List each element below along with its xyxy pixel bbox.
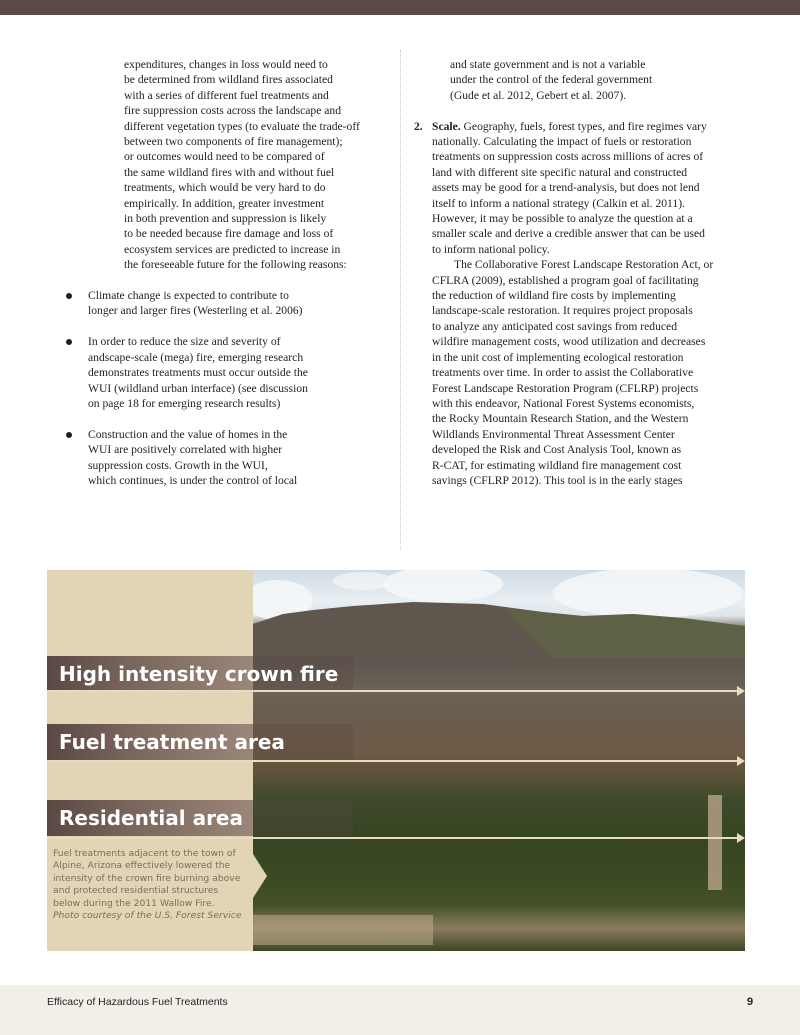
text-line: Wildlands Environmental Threat Assessment Center (432, 427, 675, 441)
arrow-head-icon (737, 833, 745, 843)
text-line: ecosystem services are predicted to increase in (124, 242, 341, 256)
text-line: to inform national policy. (432, 242, 550, 256)
text-line: WUI (wildland urban interface) (see discussion (88, 381, 308, 395)
text-line: be determined from wildland fires associated (124, 73, 333, 87)
reasons-list (88, 288, 388, 488)
item-number: 2. (414, 119, 423, 133)
arrow-line (47, 760, 737, 762)
text-line: with this endeavor, National Forest Systems economists, (432, 396, 695, 410)
text-line: on page 18 for emerging research results) (88, 396, 281, 410)
page-number: 9 (747, 996, 754, 1008)
text-line: nationally. Calculating the impact of fuels or restoration (432, 135, 692, 149)
text-line: WUI are positively correlated with higher (88, 443, 283, 457)
text-line: between two components of fire management); (124, 135, 343, 149)
item-heading: Scale. (432, 119, 461, 133)
arrow-head-icon (737, 756, 745, 766)
text-line: wildfire management costs, wood utilization and decreases (432, 335, 706, 349)
label-text: High intensity crown fire (59, 662, 339, 686)
intro-paragraph (88, 57, 388, 273)
text-line: fire suppression costs across the landscape and (124, 104, 341, 118)
text-line: the foreseeable future for the following reasons: (124, 258, 347, 272)
text-line: treatments over time. In order to assist the Collaborative (432, 366, 694, 380)
text-line: the same wildland fires with and without fuel (124, 165, 335, 179)
text-line: in both prevention and suppression is likely (124, 212, 327, 226)
right-text-column (414, 57, 754, 488)
text-line: treatments on suppression costs across millions of acres of (432, 150, 704, 164)
text-line: Construction and the value of homes in the (88, 427, 288, 441)
text-line: developed the Risk and Cost Analysis Tool, known as (432, 443, 682, 457)
text-line: CFLRA (2009), established a program goal of facilitating (432, 273, 699, 287)
label-fuel-treatment-area (47, 724, 285, 760)
text-line: In order to reduce the size and severity of (88, 335, 281, 349)
label-text: Residential area (59, 806, 243, 830)
text-line: or outcomes would need to be compared of (124, 150, 325, 164)
caption-pointer (253, 854, 267, 898)
text-line: which continues, is under the control of local (88, 473, 298, 487)
text-line: andscape-scale (mega) fire, emerging research (88, 350, 304, 364)
text-line: with a series of different fuel treatments and (124, 88, 329, 102)
bullet-icon (66, 293, 72, 299)
bullet-item (88, 427, 388, 489)
label-high-intensity-crown-fire (47, 656, 339, 692)
text-line: itself to inform a national strategy (Calkin et al. 2011). (432, 196, 685, 210)
text-line: in the unit cost of implementing ecological restoration (432, 350, 684, 364)
text-line: the reduction of wildland fire costs by implementing (432, 289, 676, 303)
bullet-item (88, 288, 388, 319)
bullet-icon (66, 339, 72, 345)
bullet-item (88, 334, 388, 411)
text-line: longer and larger fires (Westerling et al. 2006) (88, 304, 303, 318)
text-line: smaller scale and derive a credible answer that can be used (432, 227, 705, 241)
text-line: expenditures, changes in loss would need to (124, 58, 328, 71)
label-band-overlay (253, 800, 353, 836)
figure-caption (53, 848, 243, 922)
text-line: and state government and is not a variable (450, 58, 646, 71)
left-text-column (88, 57, 388, 488)
text-line: (Gude et al. 2012, Gebert et al. 2007). (450, 88, 627, 102)
text-line: Geography, fuels, forest types, and fire regimes vary (460, 119, 707, 133)
text-line: treatments, which would be very hard to do (124, 181, 326, 195)
label-text: Fuel treatment area (59, 730, 285, 754)
page-footer (0, 985, 800, 1035)
text-line: to be needed because fire damage and loss of (124, 227, 334, 241)
clearing (253, 915, 433, 945)
dirt-road (708, 795, 722, 890)
text-line: different vegetation types (to evaluate the trade-off (124, 119, 360, 133)
text-line: under the control of the federal government (450, 73, 653, 87)
top-header-bar (0, 0, 800, 15)
arrow-head-icon (737, 686, 745, 696)
text-line: However, it may be possible to analyze the question at a (432, 212, 693, 226)
text-line: the Rocky Mountain Research Station, and the Western (432, 412, 689, 426)
text-line: assets may be good for a trend-analysis, but does not lend (432, 181, 700, 195)
text-line: suppression costs. Growth in the WUI, (88, 458, 268, 472)
footer-document-title: Efficacy of Hazardous Fuel Treatments (47, 996, 228, 1008)
text-line: to analyze any anticipated cost savings from reduced (432, 319, 677, 333)
text-line: The Collaborative Forest Landscape Restoration Act, or (454, 258, 714, 272)
column-divider (400, 50, 401, 550)
text-line: Forest Landscape Restoration Program (CFLRP) projects (432, 381, 699, 395)
text-line: Climate change is expected to contribute to (88, 289, 289, 303)
bullet-icon (66, 432, 72, 438)
numbered-item-scale (414, 119, 754, 489)
text-line: landscape-scale restoration. It requires project proposals (432, 304, 693, 318)
photo-credit: Photo courtesy of the U.S. Forest Service (53, 910, 242, 922)
text-line: empirically. In addition, greater investment (124, 196, 325, 210)
text-line: demonstrates treatments must occur outside the (88, 366, 308, 380)
wallow-fire-figure (47, 570, 745, 951)
continued-paragraph (414, 57, 754, 103)
text-line: land with different site specific natural and constructed (432, 165, 688, 179)
arrow-line (47, 690, 737, 692)
caption-text: Fuel treatments adjacent to the town of Alpine, Arizona effectively lowered the intensity of the crown fire burning above and protected residential structures below during the 2011 Wallow Fire. (53, 848, 241, 909)
text-line: savings (CFLRP 2012). This tool is in the early stages (432, 473, 683, 487)
mountain-ridge (253, 598, 745, 658)
text-line: R-CAT, for estimating wildland fire management cost (432, 458, 682, 472)
label-residential-area (47, 800, 253, 836)
arrow-line (47, 837, 737, 839)
